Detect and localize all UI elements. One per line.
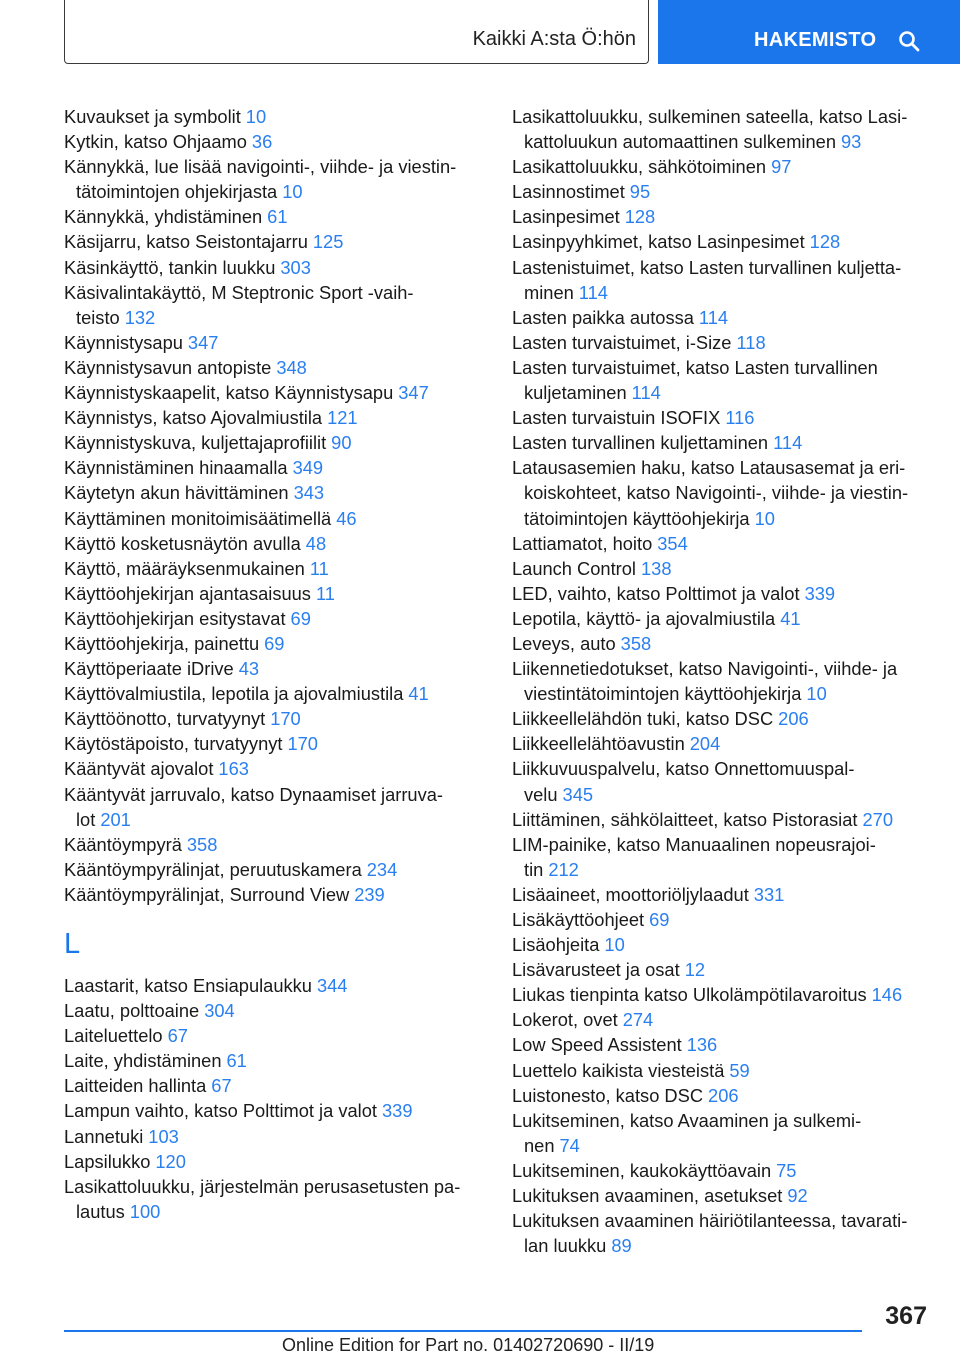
- page-reference-link[interactable]: 36: [251, 131, 273, 153]
- index-entry: [64, 681, 482, 706]
- index-entry-text: tin: [524, 858, 544, 880]
- index-entry: [64, 405, 482, 430]
- index-entry-text: Lepotila, käyttö- ja ajovalmiustila: [512, 607, 776, 629]
- page-reference-link[interactable]: 114: [631, 382, 661, 404]
- index-entry: [512, 882, 934, 907]
- page-reference-link[interactable]: 212: [548, 858, 579, 880]
- page-reference-link[interactable]: 344: [316, 975, 348, 996]
- index-entry-text: Käsivalintakäyttö, M Steptronic Sport -vaih-: [64, 281, 414, 303]
- index-entry: [64, 531, 482, 556]
- index-entry-text: Lasinpyyhkimet, katso Lasinpesimet: [512, 231, 805, 253]
- page-reference-link[interactable]: 116: [725, 407, 755, 429]
- index-entry-text: LIM-painike, katso Manuaalinen nopeusrajoi-: [512, 833, 876, 855]
- index-entry-text: Lukitseminen, katso Avaaminen ja sulkemi-: [512, 1109, 862, 1131]
- index-entry: [64, 1124, 482, 1149]
- index-entry: [512, 430, 934, 455]
- page-reference-link[interactable]: 121: [327, 407, 358, 429]
- index-entry-text: Kääntöympyrälinjat, peruutuskamera: [64, 858, 362, 880]
- index-entry: [512, 982, 934, 1007]
- page-reference-link[interactable]: 136: [686, 1034, 718, 1056]
- index-entry-text: lan luukku: [524, 1235, 607, 1257]
- index-entry-text: Kännykkä, yhdistäminen: [64, 206, 263, 228]
- page-reference-link[interactable]: 75: [776, 1159, 797, 1181]
- index-entry: [64, 882, 482, 907]
- index-entry-text: velu: [524, 783, 558, 805]
- index-column-left: [64, 104, 482, 1224]
- index-entry: [64, 973, 482, 998]
- page-reference-link[interactable]: 67: [167, 1025, 188, 1047]
- page-reference-link[interactable]: 132: [124, 306, 156, 328]
- index-entry-text: Lasikattoluukku, sulkeminen sateella, katso Lasi-: [512, 106, 908, 127]
- index-entry: [64, 857, 482, 882]
- index-entry-text: Lasikattoluukku, järjestelmän perusasetusten pa-: [64, 1175, 461, 1197]
- index-entry: [512, 581, 934, 606]
- index-entry: [64, 380, 482, 405]
- index-entry-text: Liukas tienpinta katso Ulkolämpötilavaroitus: [512, 984, 867, 1006]
- page-reference-link[interactable]: 10: [806, 683, 827, 705]
- index-column-right: [512, 104, 934, 1258]
- index-entry-text: Käytöstäpoisto, turvatyynyt: [64, 733, 283, 755]
- index-entry: [64, 756, 482, 781]
- index-entry: [512, 706, 934, 731]
- page-reference-link[interactable]: 89: [611, 1235, 632, 1257]
- page-reference-link[interactable]: 41: [780, 607, 801, 629]
- index-entry: [64, 430, 482, 455]
- index-entry: [64, 581, 482, 606]
- index-entry-text: Lasten turvaistuin ISOFIX: [512, 407, 721, 429]
- index-entry-text: Low Speed Assistent: [512, 1034, 682, 1056]
- page-reference-link[interactable]: 339: [804, 582, 836, 604]
- index-entry-text: tätoimintojen ohjekirjasta: [76, 181, 278, 203]
- index-entry-text: LED, vaihto, katso Polttimot ja valot: [512, 582, 800, 604]
- index-entry-text: Liikennetiedotukset, katso Navigointi-, viihde- ja: [512, 658, 898, 680]
- index-entry-text: Lukituksen avaaminen häiriötilanteessa, tavarati-: [512, 1210, 908, 1232]
- page-reference-link[interactable]: 358: [186, 833, 218, 855]
- index-entry-text: Kääntyvät jarruvalo, katso Dynaamiset jarruva-: [64, 783, 443, 805]
- index-entry-text: Laitteiden hallinta: [64, 1075, 207, 1097]
- page-reference-link[interactable]: 10: [754, 507, 775, 529]
- page-reference-link[interactable]: 274: [622, 1009, 654, 1031]
- index-entry-text: kuljetaminen: [524, 382, 627, 404]
- index-entry-text: minen: [524, 281, 574, 303]
- page-reference-link[interactable]: 270: [862, 808, 894, 830]
- page-reference-link[interactable]: 170: [270, 708, 301, 730]
- index-entry: [512, 807, 934, 832]
- index-entry-text: Lisäohjeita: [512, 934, 600, 956]
- index-columns: [64, 104, 934, 1274]
- page-reference-link[interactable]: 12: [684, 959, 706, 981]
- index-entry: [512, 1032, 934, 1057]
- index-entry-text: Käyttövalmiustila, lepotila ja ajovalmiustila: [64, 683, 404, 705]
- index-entry-text: Laastarit, katso Ensiapulaukku: [64, 975, 312, 996]
- index-entry-text: Kännykkä, lue lisää navigointi-, viihde- ja viestin-: [64, 156, 457, 178]
- index-entry: [512, 631, 934, 656]
- index-entry-text: Lukitseminen, kaukokäyttöavain: [512, 1159, 772, 1181]
- footer-divider: [64, 1330, 862, 1332]
- index-entry: [64, 782, 482, 832]
- page-reference-link[interactable]: 206: [778, 708, 809, 730]
- index-entry-text: Käyttöönotto, turvatyynyt: [64, 708, 266, 730]
- page-reference-link[interactable]: 69: [649, 909, 670, 930]
- page-reference-link[interactable]: 69: [290, 607, 311, 629]
- index-entry-text: Käynnistyskuva, kuljettajaprofiilit: [64, 432, 327, 454]
- index-entry: [64, 355, 482, 380]
- index-entry: [512, 756, 934, 806]
- index-entry-text: Lasten turvaistuimet, katso Lasten turvallinen: [512, 356, 878, 378]
- entry-list-l-continued: [512, 104, 934, 1258]
- index-entry-text: Lisävarusteet ja osat: [512, 959, 680, 981]
- index-entry: [512, 731, 934, 756]
- page-reference-link[interactable]: 11: [309, 557, 329, 579]
- index-entry: [512, 1158, 934, 1183]
- page-reference-link[interactable]: 120: [155, 1150, 186, 1172]
- page-reference-link[interactable]: 163: [218, 758, 249, 780]
- index-entry: [64, 832, 482, 857]
- page-reference-link[interactable]: 170: [287, 733, 318, 755]
- index-entry: [512, 1108, 934, 1158]
- index-entry: [64, 706, 482, 731]
- index-entry: [512, 179, 934, 204]
- page-reference-link[interactable]: 61: [267, 206, 288, 228]
- index-entry: [512, 907, 934, 932]
- index-entry-text: Lasinnostimet: [512, 181, 625, 203]
- index-entry: [64, 1149, 482, 1174]
- index-entry-text: Käyttöohjekirjan ajantasaisuus: [64, 582, 311, 604]
- index-entry-text: Kuvaukset ja symbolit: [64, 106, 241, 127]
- index-entry-text: Lapsilukko: [64, 1150, 151, 1172]
- index-entry-text: lot: [76, 808, 96, 830]
- index-entry: [512, 656, 934, 706]
- index-entry: [64, 104, 482, 129]
- index-entry-text: Laiteluettelo: [64, 1025, 163, 1047]
- page-reference-link[interactable]: 100: [129, 1200, 161, 1222]
- index-entry-text: Lastenistuimet, katso Lasten turvallinen kuljetta-: [512, 256, 902, 278]
- index-entry: [64, 606, 482, 631]
- page-reference-link[interactable]: 10: [604, 934, 625, 956]
- page-reference-link[interactable]: 146: [871, 984, 903, 1006]
- index-entry: [512, 154, 934, 179]
- tab-a-to-z-label: Kaikki A:sta Ö:hön: [472, 28, 636, 50]
- page-reference-link[interactable]: 97: [771, 156, 792, 178]
- index-entry-text: viestintätoimintojen käyttöohjekirja: [524, 683, 802, 705]
- index-entry-text: Liikkeellelähdön tuki, katso DSC: [512, 708, 774, 730]
- index-entry-text: Käynnistysapu: [64, 331, 183, 353]
- page-reference-link[interactable]: 118: [736, 331, 766, 353]
- page-reference-link[interactable]: 95: [629, 181, 651, 203]
- index-entry: [64, 129, 482, 154]
- index-entry-text: Käynnistys, katso Ajovalmiustila: [64, 407, 323, 429]
- index-entry: [512, 832, 934, 882]
- page-reference-link[interactable]: 331: [753, 883, 785, 905]
- index-entry: [64, 280, 482, 330]
- index-entry: [512, 455, 934, 530]
- index-entry-text: Lokerot, ovet: [512, 1009, 618, 1031]
- index-entry-text: Latausasemien haku, katso Latausasemat ja eri-: [512, 457, 906, 479]
- page-reference-link[interactable]: 46: [336, 507, 357, 529]
- index-entry: [512, 957, 934, 982]
- index-entry: [512, 255, 934, 305]
- page-reference-link[interactable]: 69: [264, 632, 285, 654]
- tab-index-label: HAKEMISTO: [754, 29, 877, 51]
- index-entry: [64, 656, 482, 681]
- index-entry-text: Käytetyn akun hävittäminen: [64, 482, 289, 504]
- page-reference-link[interactable]: 67: [211, 1075, 232, 1097]
- index-entry: [64, 255, 482, 280]
- index-entry-text: Käyttäminen monitoimisäätimellä: [64, 507, 332, 529]
- index-entry: [512, 1208, 934, 1258]
- index-entry-text: Käyttö, määräyksenmukainen: [64, 557, 305, 579]
- index-entry-text: Kääntöympyrälinjat, Surround View: [64, 883, 350, 905]
- index-entry: [512, 204, 934, 229]
- index-entry: [64, 480, 482, 505]
- tab-a-to-z[interactable]: [64, 0, 649, 64]
- index-entry: [64, 731, 482, 756]
- index-entry-text: Lisäaineet, moottoriöljylaadut: [512, 883, 749, 905]
- page-number: 367: [885, 1302, 927, 1330]
- index-entry: [64, 204, 482, 229]
- index-entry: [512, 1183, 934, 1208]
- entry-list-l: [64, 973, 482, 1224]
- index-entry-text: Liikkuvuuspalvelu, katso Onnettomuuspal-: [512, 758, 855, 780]
- index-entry: [512, 330, 934, 355]
- letter-heading-l: L: [64, 928, 81, 960]
- page-reference-link[interactable]: 43: [238, 658, 260, 680]
- page-reference-link[interactable]: 103: [148, 1125, 179, 1147]
- page-reference-link[interactable]: 138: [641, 557, 672, 579]
- index-entry-text: nen: [524, 1134, 555, 1156]
- footer-edition: Online Edition for Part no. 01402720690 - II/19: [282, 1335, 655, 1355]
- index-entry-text: Käyttöperiaate iDrive: [64, 658, 234, 680]
- index-entry: [512, 1058, 934, 1083]
- index-entry-text: Lisäkäyttöohjeet: [512, 909, 645, 930]
- index-entry: [512, 305, 934, 330]
- page-reference-link[interactable]: 125: [312, 231, 344, 253]
- index-entry: [64, 506, 482, 531]
- index-entry: [512, 104, 934, 154]
- index-entry: [512, 556, 934, 581]
- page-reference-link[interactable]: 303: [280, 256, 311, 278]
- index-entry-text: Käyttö kosketusnäytön avulla: [64, 532, 301, 554]
- page-reference-link[interactable]: 11: [315, 582, 335, 604]
- index-entry: [512, 405, 934, 430]
- index-entry-text: koiskohteet, katso Navigointi-, viihde- ja viestin-: [524, 482, 909, 504]
- index-entry: [512, 355, 934, 405]
- index-entry-text: Kääntöympyrä: [64, 833, 182, 855]
- index-entry-text: Lasikattoluukku, sähkötoiminen: [512, 156, 767, 178]
- page-reference-link[interactable]: 59: [729, 1059, 750, 1081]
- index-entry-text: Käyttöohjekirja, painettu: [64, 632, 260, 654]
- index-entry-text: lautus: [76, 1200, 125, 1222]
- index-entry-text: Leveys, auto: [512, 632, 616, 654]
- index-entry: [64, 1174, 482, 1224]
- page-reference-link[interactable]: 61: [226, 1050, 247, 1072]
- index-entry-text: Käsinkäyttö, tankin luukku: [64, 256, 276, 278]
- index-entry: [64, 998, 482, 1023]
- index-entry-text: Lattiamatot, hoito: [512, 532, 653, 554]
- page-reference-link[interactable]: 114: [578, 281, 608, 303]
- tab-index[interactable]: [658, 0, 960, 64]
- page-reference-link[interactable]: 343: [293, 482, 325, 504]
- index-entry-text: Käsijarru, katso Seistontajarru: [64, 231, 308, 253]
- page-reference-link[interactable]: 358: [620, 632, 652, 654]
- page-reference-link[interactable]: 128: [809, 231, 841, 253]
- index-entry: [64, 1073, 482, 1098]
- page-reference-link[interactable]: 354: [657, 532, 688, 554]
- index-entry-text: Käynnistäminen hinaamalla: [64, 457, 288, 479]
- page-reference-link[interactable]: 114: [698, 306, 729, 328]
- page-reference-link[interactable]: 90: [331, 432, 352, 454]
- page-reference-link[interactable]: 349: [292, 457, 324, 479]
- index-entry-text: Lasten turvaistuimet, i-Size: [512, 331, 732, 353]
- page-reference-link[interactable]: 10: [245, 106, 267, 127]
- page-reference-link[interactable]: 239: [354, 883, 385, 905]
- index-entry: [512, 229, 934, 254]
- index-entry-text: Käyttöohjekirjan esitystavat: [64, 607, 286, 629]
- page-reference-link[interactable]: 10: [282, 181, 303, 203]
- page-reference-link[interactable]: 204: [689, 733, 721, 755]
- index-entry: [64, 455, 482, 480]
- index-entry: [64, 631, 482, 656]
- entry-list-k: [64, 104, 482, 907]
- page-reference-link[interactable]: 345: [562, 783, 594, 805]
- index-entry: [64, 330, 482, 355]
- index-entry-text: Lampun vaihto, katso Polttimot ja valot: [64, 1100, 377, 1122]
- index-entry-text: Kääntyvät ajovalot: [64, 758, 214, 780]
- index-entry: [64, 154, 482, 204]
- index-entry: [64, 1023, 482, 1048]
- search-icon: [898, 30, 920, 52]
- index-entry-text: kattoluukun automaattinen sulkeminen: [524, 131, 836, 153]
- index-entry-text: Käynnistyskaapelit, katso Käynnistysapu: [64, 382, 394, 404]
- index-entry-text: Luistonesto, katso DSC: [512, 1084, 704, 1106]
- page-reference-link[interactable]: 234: [366, 858, 398, 880]
- index-entry: [512, 932, 934, 957]
- page-reference-link[interactable]: 92: [787, 1185, 808, 1207]
- page-reference-link[interactable]: 347: [187, 331, 219, 353]
- index-entry-text: Laite, yhdistäminen: [64, 1050, 222, 1072]
- index-entry-text: Lasten paikka autossa: [512, 306, 694, 328]
- index-entry: [64, 556, 482, 581]
- page-reference-link[interactable]: 128: [624, 206, 656, 228]
- index-entry-text: Liikkeellelähtöavustin: [512, 733, 685, 755]
- index-entry: [64, 1098, 482, 1123]
- page-reference-link[interactable]: 339: [381, 1100, 413, 1122]
- index-entry: [512, 531, 934, 556]
- index-entry: [512, 1007, 934, 1032]
- page-reference-link[interactable]: 201: [100, 808, 131, 830]
- index-entry-text: teisto: [76, 306, 120, 328]
- index-entry-text: Lasinpesimet: [512, 206, 620, 228]
- index-entry-text: Lannetuki: [64, 1125, 144, 1147]
- index-entry-text: Liittäminen, sähkölaitteet, katso Pistorasiat: [512, 808, 858, 830]
- index-entry-text: Launch Control: [512, 557, 636, 579]
- index-entry: [64, 229, 482, 254]
- index-entry-text: Lukituksen avaaminen, asetukset: [512, 1185, 783, 1207]
- page-reference-link[interactable]: 41: [408, 683, 429, 705]
- page-reference-link[interactable]: 74: [559, 1134, 580, 1156]
- page-reference-link[interactable]: 93: [841, 131, 862, 153]
- index-entry: [64, 1048, 482, 1073]
- index-entry-text: Laatu, polttoaine: [64, 1000, 200, 1022]
- index-entry-text: tätoimintojen käyttöohjekirja: [524, 507, 750, 529]
- page-reference-link[interactable]: 48: [305, 532, 327, 554]
- page-reference-link[interactable]: 304: [204, 1000, 235, 1022]
- index-entry-text: Kytkin, katso Ohjaamo: [64, 131, 247, 153]
- index-entry-text: Käynnistysavun antopiste: [64, 356, 272, 378]
- index-entry-text: Luettelo kaikista viesteistä: [512, 1059, 725, 1081]
- index-entry: [512, 1083, 934, 1108]
- page-reference-link[interactable]: 348: [276, 356, 307, 378]
- page-reference-link[interactable]: 347: [398, 382, 429, 404]
- index-entry: [512, 606, 934, 631]
- index-entry-text: Lasten turvallinen kuljettaminen: [512, 432, 769, 454]
- page-reference-link[interactable]: 206: [708, 1084, 739, 1106]
- page-reference-link[interactable]: 114: [773, 432, 803, 454]
